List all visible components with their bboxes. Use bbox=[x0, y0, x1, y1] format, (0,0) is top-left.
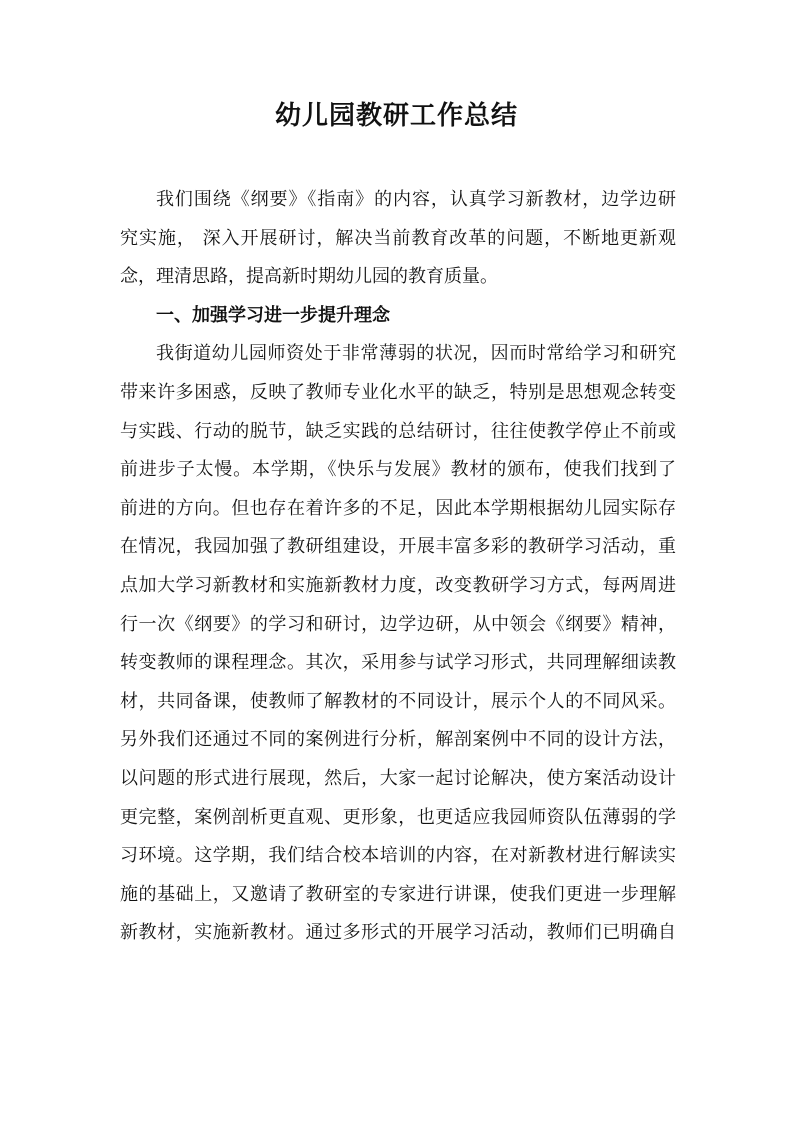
paragraph-line: 在情况，我园加强了教研组建设，开展丰富多彩的教研学习活动，重 bbox=[120, 536, 676, 558]
paragraph-line: 新教材，实施新教材。通过多形式的开展学习活动，教师们已明确自 bbox=[120, 922, 676, 944]
paragraph-line: 点加大学习新教材和实施新教材力度，改变教研学习方式，每两周进 bbox=[120, 574, 676, 596]
paragraph-line: 行一次《纲要》的学习和研讨，边学边研，从中领会《纲要》精神， bbox=[120, 613, 676, 635]
paragraph-line: 前进步子太慢。本学期，《快乐与发展》教材的颁布，使我们找到了 bbox=[120, 459, 676, 481]
paragraph-line: 带来许多困惑，反映了教师专业化水平的缺乏，特别是思想观念转变 bbox=[120, 381, 676, 403]
paragraph-line: 习环境。这学期，我们结合校本培训的内容，在对新教材进行解读实 bbox=[120, 845, 676, 867]
paragraph-line: 我们围绕《纲要》《指南》的内容，认真学习新教材，边学边研 bbox=[156, 189, 676, 210]
paragraph-line: 念，理清思路，提高新时期幼儿园的教育质量。 bbox=[120, 266, 498, 288]
paragraph-line: 施的基础上，又邀请了教研室的专家进行讲课，使我们更进一步理解 bbox=[120, 883, 676, 905]
paragraph-line: 另外我们还通过不同的案例进行分析，解剖案例中不同的设计方法， bbox=[120, 729, 676, 751]
paragraph-line: 转变教师的课程理念。其次，采用参与试学习形式，共同理解细读教 bbox=[120, 652, 676, 674]
section-heading: 一、加强学习进一步提升理念 bbox=[156, 304, 390, 326]
paragraph-line: 我街道幼儿园师资处于非常薄弱的状况，因而时常给学习和研究 bbox=[156, 343, 676, 365]
document-body bbox=[120, 181, 676, 953]
paragraph-line: 前进的方向。但也存在着许多的不足，因此本学期根据幼儿园实际存 bbox=[120, 497, 676, 519]
paragraph-line: 以问题的形式进行展现，然后，大家一起讨论解决，使方案活动设计 bbox=[120, 767, 676, 789]
paragraph-line: 究实施， 深入开展研讨，解决当前教育改革的问题，不断地更新观 bbox=[120, 227, 676, 249]
paragraph-line: 与实践、行动的脱节，缺乏实践的总结研讨，往往使教学停止不前或 bbox=[120, 420, 676, 442]
document-title: 幼儿园教研工作总结 bbox=[274, 101, 518, 131]
paragraph-line: 材，共同备课，使教师了解教材的不同设计，展示个人的不同风采。 bbox=[120, 690, 676, 712]
paragraph-line: 更完整，案例剖析更直观、更形象，也更适应我园师资队伍薄弱的学 bbox=[120, 806, 676, 828]
